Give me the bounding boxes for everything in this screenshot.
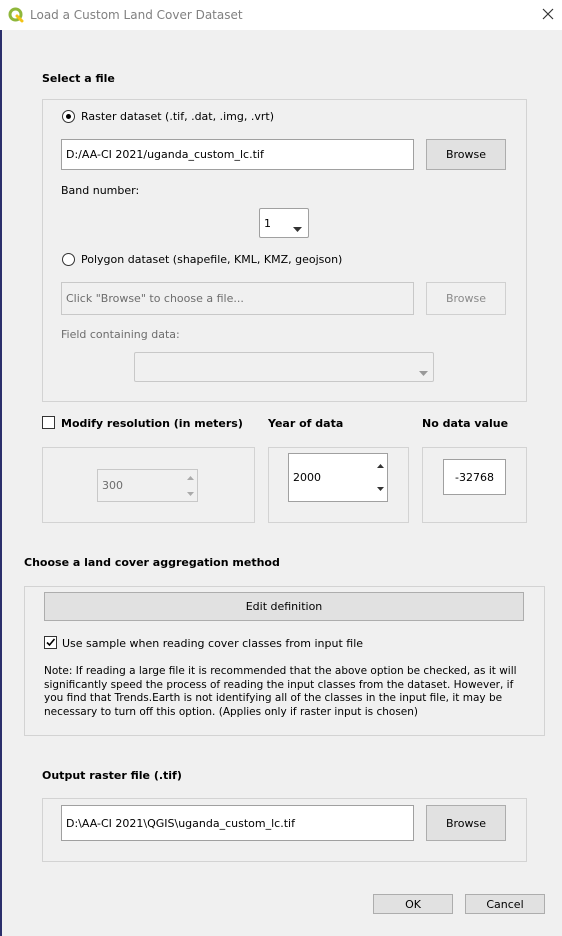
year-spinbox[interactable] — [288, 453, 388, 502]
modify-resolution-label: Modify resolution (in meters) — [61, 417, 243, 430]
raster-radio-label: Raster dataset (.tif, .dat, .img, .vrt) — [81, 110, 274, 123]
chevron-down-icon — [293, 222, 302, 235]
spin-up-icon[interactable] — [373, 454, 387, 477]
raster-radio[interactable] — [62, 110, 75, 123]
aggregation-heading: Choose a land cover aggregation method — [24, 556, 280, 569]
field-containing-data-select[interactable] — [134, 352, 434, 382]
aggregation-note: Note: If reading a large file it is recommended that the above option be checked, as it will significantly speed the process of reading the input classes from the dataset. However, if you find that Trends.Earth is not identifying all of the classes in the input file, it may be necessary to turn off this option. (Applies only if raster input is chosen) — [44, 665, 517, 718]
spin-down-icon[interactable] — [373, 477, 387, 500]
raster-browse-button[interactable]: Browse — [426, 139, 506, 170]
ok-button[interactable]: OK — [373, 894, 453, 914]
no-data-value-label: No data value — [422, 417, 509, 430]
band-number-select[interactable] — [259, 208, 309, 238]
raster-path-input[interactable]: D:/AA-CI 2021/uganda_custom_lc.tif — [61, 139, 414, 170]
spin-up-icon[interactable] — [183, 470, 197, 486]
polygon-path-input[interactable]: Click "Browse" to choose a file... — [61, 282, 414, 315]
nodata-input[interactable]: -32768 — [443, 459, 506, 495]
band-number-value: 1 — [264, 216, 271, 230]
use-sample-checkbox[interactable] — [44, 636, 57, 649]
band-number-label: Band number: — [61, 184, 140, 197]
edit-definition-button[interactable]: Edit definition — [44, 592, 524, 621]
chevron-down-icon — [419, 366, 428, 379]
resolution-value: 300 — [102, 479, 123, 492]
polygon-radio[interactable] — [62, 253, 75, 266]
field-containing-data-label: Field containing data: — [61, 328, 180, 341]
output-browse-button[interactable]: Browse — [426, 805, 506, 841]
select-file-heading: Select a file — [42, 72, 115, 85]
use-sample-label: Use sample when reading cover classes from input file — [62, 637, 364, 650]
resolution-spin-buttons[interactable] — [183, 470, 197, 502]
title-bar — [0, 0, 562, 30]
window-title: Load a Custom Land Cover Dataset — [30, 8, 243, 22]
polygon-radio-label: Polygon dataset (shapefile, KML, KMZ, geojson) — [81, 253, 343, 266]
resolution-spinbox[interactable] — [97, 469, 198, 502]
qgis-logo-icon — [8, 7, 24, 23]
year-spin-buttons[interactable] — [373, 454, 387, 500]
output-path-input[interactable]: D:\AA-CI 2021\QGIS\uganda_custom_lc.tif — [61, 805, 414, 841]
cancel-button[interactable]: Cancel — [465, 894, 545, 914]
year-of-data-label: Year of data — [268, 417, 344, 430]
modify-resolution-checkbox[interactable] — [42, 416, 55, 429]
spin-down-icon[interactable] — [183, 486, 197, 502]
window-edge — [0, 30, 2, 936]
polygon-browse-button[interactable]: Browse — [426, 282, 506, 315]
year-value: 2000 — [293, 471, 321, 484]
close-icon[interactable] — [536, 0, 560, 28]
output-heading: Output raster file (.tif) — [42, 769, 182, 782]
